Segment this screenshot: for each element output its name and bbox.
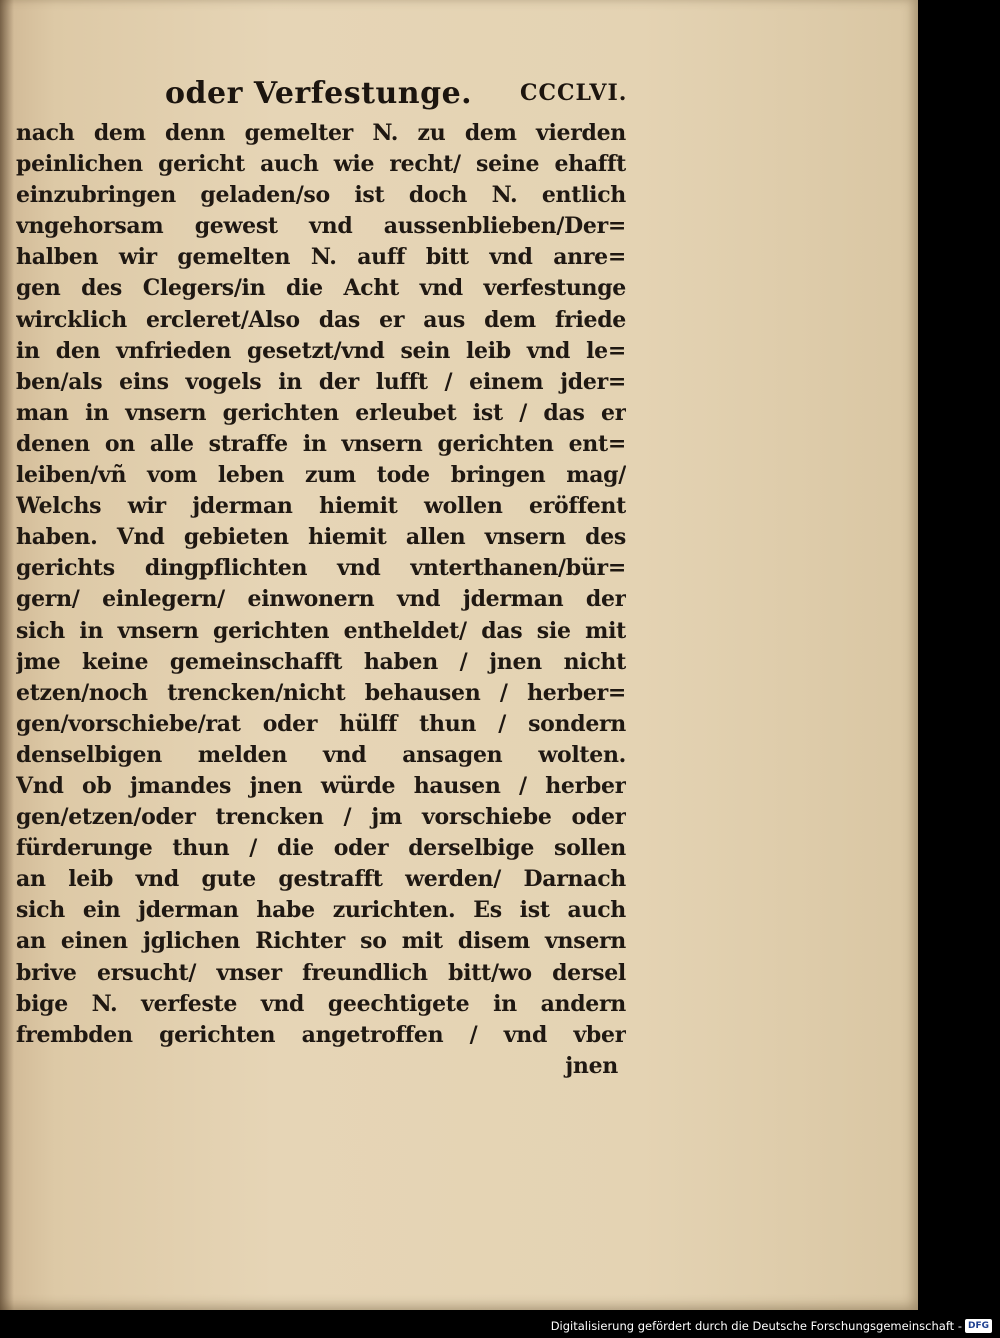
catchword: jnen [565, 1052, 618, 1079]
text-line: bige N. verfeste vnd geechtigete in andern [16, 990, 626, 1017]
text-line: an leib vnd gute gestrafft werden/ Darnach [16, 866, 626, 893]
text-line: nach dem denn gemelter N. zu dem vierden [16, 120, 626, 146]
text-line: denen on alle straffe in vnsern gerichten ent= [16, 430, 626, 457]
text-line: brive ersucht/ vnser freundlich bitt/wo dersel [16, 959, 626, 986]
text-line: etzen/noch trencken/nicht behausen / herber= [16, 679, 626, 706]
text-line: ben/als eins vogels in der lufft / einem jder= [16, 368, 626, 395]
text-line: peinlichen gericht auch wie recht/ seine ehafft [16, 151, 626, 178]
text-line: gen/etzen/oder trencken / jm vorschiebe oder [16, 804, 626, 831]
text-line: jme keine gemeinschafft haben / jnen nicht [16, 648, 626, 675]
dfg-logo: DFG [965, 1319, 992, 1333]
text-line: frembden gerichten angetroffen / vnd vber [16, 1021, 626, 1048]
running-head-title: oder Verfestunge. [165, 76, 473, 111]
text-line: gern/ einlegern/ einwonern vnd jderman der [16, 586, 626, 613]
text-line: denselbigen melden vnd ansagen wolten. [16, 741, 626, 768]
text-line: halben wir gemelten N. auff bitt vnd anre= [16, 244, 626, 271]
text-line: gerichts dingpflichten vnd vnterthanen/bür= [16, 555, 626, 582]
text-line: vngehorsam gewest vnd aussenblieben/Der= [16, 213, 626, 240]
credit-text: Digitalisierung gefördert durch die Deutsche Forschungsgemeinschaft - [550, 1319, 962, 1333]
text-line: sich in vnsern gerichten entheldet/ das sie mit [16, 617, 626, 644]
text-line: wircklich ercleret/Also das er aus dem friede [16, 306, 626, 333]
text-line: sich ein jderman habe zurichten. Es ist auch [16, 897, 626, 924]
folio-number: CCCLVI. [520, 80, 628, 106]
text-line: gen des Clegers/in die Acht vnd verfestunge [16, 275, 626, 302]
text-line: an einen jglichen Richter so mit disem vnsern [16, 928, 626, 955]
text-line: gen/vorschiebe/rat oder hülff thun / sondern [16, 710, 626, 737]
text-line: haben. Vnd gebieten hiemit allen vnsern des [16, 524, 626, 551]
text-line: einzubringen geladen/so ist doch N. entlich [16, 182, 626, 209]
text-line: Vnd ob jmandes jnen würde hausen / herber [16, 772, 626, 799]
text-line: leiben/vñ vom leben zum tode bringen mag/ [16, 462, 626, 489]
text-line: Welchs wir jderman hiemit wollen eröffent [16, 493, 626, 520]
text-line: in den vnfrieden gesetzt/vnd sein leib vnd le= [16, 337, 626, 364]
digitization-credit [551, 1318, 992, 1334]
text-line: man in vnsern gerichten erleubet ist / das er [16, 399, 626, 426]
body-text [16, 118, 626, 1082]
text-line: fürderunge thun / die oder derselbige sollen [16, 835, 626, 862]
